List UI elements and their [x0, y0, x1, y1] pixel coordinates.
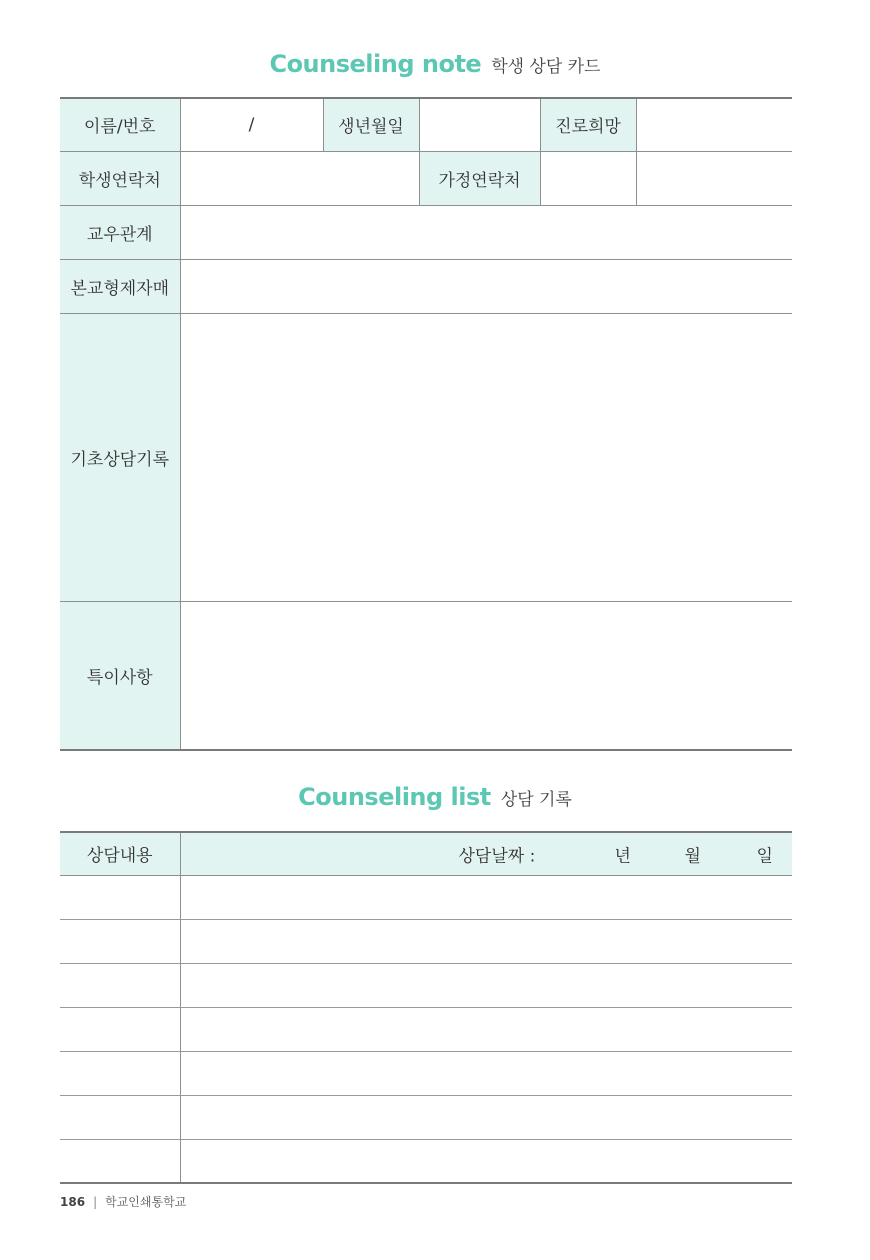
counseling-list-title-ko: 상담 기록	[500, 790, 572, 810]
counseling-note-title	[0, 50, 870, 78]
student-contact-field[interactable]	[180, 151, 419, 205]
name-number-label: 이름/번호	[60, 98, 180, 151]
counseling-list-title-en: Counseling list	[298, 783, 491, 811]
list-row-detail-field[interactable]	[180, 1139, 792, 1183]
list-row-detail-field[interactable]	[180, 919, 792, 963]
home-contact-field-1[interactable]	[540, 151, 636, 205]
career-hope-label: 진로희망	[540, 98, 636, 151]
date-header-label: 상담날짜 :	[458, 846, 536, 867]
counseling-list-table	[60, 831, 792, 1184]
list-row-detail-field[interactable]	[180, 1007, 792, 1051]
list-row-content-field[interactable]	[60, 875, 180, 919]
home-contact-label: 가정연락처	[419, 151, 540, 205]
counseling-list-header-row	[60, 832, 792, 875]
page-number: 186	[60, 1195, 86, 1209]
list-row-detail-field[interactable]	[180, 963, 792, 1007]
list-row	[60, 1139, 792, 1183]
school-name: 학교인쇄통학교	[105, 1195, 187, 1209]
counseling-list-title	[0, 783, 870, 811]
list-row-content-field[interactable]	[60, 1051, 180, 1095]
list-row-content-field[interactable]	[60, 963, 180, 1007]
list-row	[60, 1007, 792, 1051]
basic-record-field[interactable]	[180, 313, 792, 601]
name-number-field[interactable]: /	[180, 98, 323, 151]
date-header-cell	[180, 832, 792, 875]
list-row-detail-field[interactable]	[180, 1051, 792, 1095]
birthdate-label: 생년월일	[323, 98, 419, 151]
student-contact-label: 학생연락처	[60, 151, 180, 205]
friendship-label: 교우관계	[60, 205, 180, 259]
page-footer	[60, 1193, 186, 1210]
year-label: 년	[614, 846, 631, 867]
list-row-content-field[interactable]	[60, 919, 180, 963]
list-row	[60, 963, 792, 1007]
counseling-note-table	[60, 97, 792, 751]
special-notes-field[interactable]	[180, 601, 792, 750]
month-label: 월	[684, 846, 701, 867]
day-label: 일	[756, 846, 773, 867]
career-hope-field[interactable]	[636, 98, 792, 151]
list-row	[60, 1051, 792, 1095]
counseling-note-title-en: Counseling note	[269, 50, 482, 78]
list-row-detail-field[interactable]	[180, 875, 792, 919]
list-row-content-field[interactable]	[60, 1139, 180, 1183]
list-row-content-field[interactable]	[60, 1095, 180, 1139]
footer-separator: |	[93, 1195, 98, 1209]
friendship-field[interactable]	[180, 205, 792, 259]
list-row	[60, 875, 792, 919]
siblings-label: 본교형제자매	[60, 259, 180, 313]
list-row	[60, 919, 792, 963]
list-row	[60, 1095, 792, 1139]
siblings-field[interactable]	[180, 259, 792, 313]
special-notes-label: 특이사항	[60, 601, 180, 750]
list-row-content-field[interactable]	[60, 1007, 180, 1051]
birthdate-field[interactable]	[419, 98, 540, 151]
list-row-detail-field[interactable]	[180, 1095, 792, 1139]
home-contact-field-2[interactable]	[636, 151, 792, 205]
counseling-note-title-ko: 학생 상담 카드	[491, 57, 601, 77]
content-header-label: 상담내용	[60, 832, 180, 875]
basic-record-label: 기초상담기록	[60, 313, 180, 601]
